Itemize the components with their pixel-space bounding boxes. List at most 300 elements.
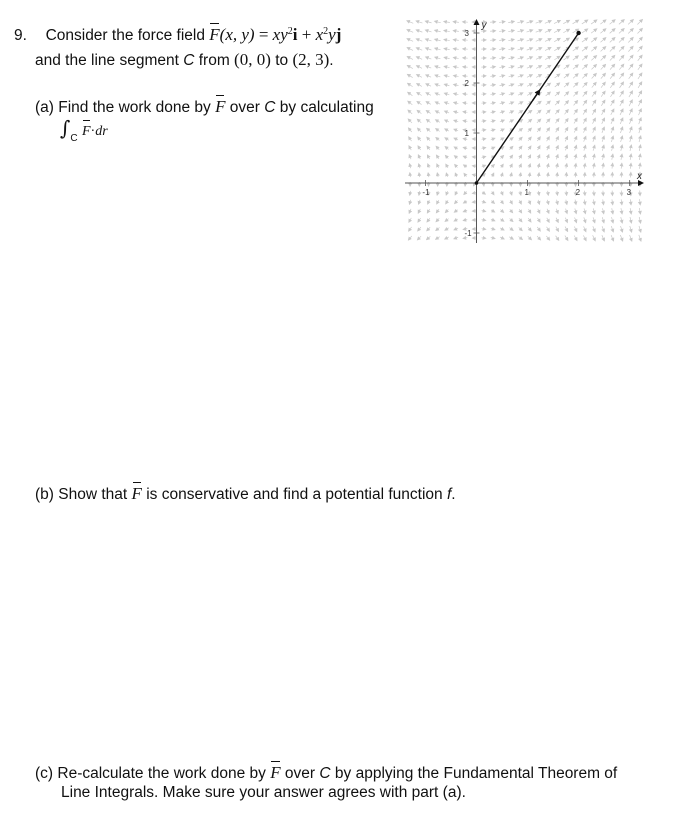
- field-arrow: [628, 29, 633, 34]
- field-arrow: [529, 200, 530, 204]
- field-arrow: [490, 85, 495, 86]
- field-arrow: [407, 48, 413, 51]
- field-arrow: [620, 91, 624, 97]
- field-arrow: [527, 30, 533, 32]
- field-arrow: [435, 75, 440, 77]
- field-arrow: [491, 138, 495, 139]
- field-arrow: [454, 210, 457, 212]
- field-arrow: [602, 235, 604, 241]
- field-arrow: [501, 156, 504, 159]
- field-arrow: [519, 218, 522, 221]
- field-arrow: [556, 128, 559, 133]
- field-arrow: [592, 100, 596, 105]
- field-arrow: [573, 65, 578, 69]
- field-arrow: [408, 101, 412, 105]
- field-arrow: [510, 219, 513, 222]
- field-arrow: [518, 48, 524, 50]
- vector-field-plot: [405, 18, 645, 243]
- field-arrow: [545, 47, 551, 50]
- field-arrow: [563, 20, 569, 23]
- field-arrow: [500, 93, 505, 94]
- field-arrow: [639, 235, 641, 241]
- field-arrow: [500, 138, 504, 140]
- field-arrow: [610, 64, 615, 69]
- field-arrow: [518, 111, 522, 114]
- field-arrow: [582, 56, 587, 60]
- field-arrow: [546, 101, 550, 105]
- field-arrow: [621, 217, 623, 223]
- field-arrow: [463, 121, 467, 122]
- field-arrow: [619, 29, 624, 34]
- field-arrow: [416, 21, 422, 23]
- field-arrow: [592, 91, 596, 96]
- field-arrow: [455, 164, 458, 167]
- field-arrow: [444, 57, 449, 58]
- segment-end-point: [576, 31, 580, 35]
- field-arrow: [547, 227, 550, 231]
- field-arrow: [557, 191, 558, 195]
- field-arrow: [582, 65, 587, 70]
- field-arrow: [612, 217, 614, 223]
- field-arrow: [455, 191, 457, 195]
- field-arrow: [416, 57, 422, 60]
- field-arrow: [436, 120, 440, 123]
- field-arrow: [556, 137, 559, 142]
- field-arrow: [591, 29, 597, 33]
- field-arrow: [463, 103, 467, 104]
- field-arrow: [547, 164, 548, 168]
- field-arrow: [602, 217, 604, 223]
- field-arrow: [499, 75, 504, 76]
- dot-operator: ·: [90, 124, 96, 139]
- field-arrow: [501, 191, 503, 195]
- field-arrow: [556, 227, 559, 232]
- field-arrow: [573, 83, 578, 88]
- field-arrow: [464, 165, 467, 167]
- field-arrow: [492, 191, 494, 194]
- part-a-suffix: by calculating: [279, 99, 374, 116]
- field-arrow: [444, 75, 449, 76]
- field-arrow: [592, 118, 595, 123]
- field-arrow: [574, 119, 577, 124]
- field-arrow: [565, 137, 567, 142]
- field-arrow: [501, 164, 503, 167]
- field-arrow: [518, 237, 522, 240]
- field-arrow: [419, 191, 420, 195]
- field-arrow: [418, 209, 420, 213]
- field-arrow: [610, 20, 615, 24]
- field-arrow: [427, 227, 430, 230]
- field-arrow: [491, 210, 495, 212]
- field-arrow: [519, 146, 522, 149]
- field-arrow: [436, 228, 440, 231]
- field-arrow: [537, 110, 541, 114]
- field-arrow: [435, 93, 440, 95]
- part-a-text: Find the work done by: [58, 99, 211, 116]
- field-arrow: [583, 118, 586, 123]
- field-arrow: [610, 47, 615, 52]
- field-arrow: [564, 56, 569, 60]
- field-arrow: [446, 200, 448, 203]
- field-arrow: [517, 21, 523, 23]
- field-arrow: [573, 92, 577, 97]
- field-arrow: [630, 199, 631, 204]
- field-arrow: [511, 191, 512, 195]
- field-arrow: [611, 136, 613, 142]
- field-arrow: [407, 21, 413, 24]
- field-arrow: [427, 155, 429, 159]
- field-arrow: [436, 209, 439, 212]
- part-b-text: Show that: [58, 486, 128, 503]
- field-arrow: [574, 226, 576, 231]
- field-arrow: [611, 109, 614, 115]
- field-arrow: [416, 48, 422, 50]
- field-arrow: [582, 38, 588, 42]
- field-arrow: [463, 219, 467, 220]
- field-arrow: [437, 200, 439, 204]
- field-arrow: [418, 218, 421, 222]
- field-arrow: [417, 119, 421, 122]
- field-arrow: [510, 200, 512, 204]
- field-arrow: [509, 228, 513, 231]
- field-arrow: [538, 209, 540, 213]
- field-arrow: [545, 30, 551, 33]
- field-arrow: [445, 237, 449, 239]
- field-arrow: [603, 163, 604, 168]
- field-arrow: [528, 227, 531, 231]
- field-arrow: [518, 102, 523, 104]
- field-arrow: [611, 118, 614, 124]
- field-arrow: [500, 228, 504, 230]
- field-arrow: [600, 38, 605, 43]
- field-arrow: [409, 218, 411, 222]
- field-arrow: [419, 200, 420, 204]
- line-integral-expression: [60, 118, 108, 149]
- field-arrow: [426, 57, 432, 59]
- field-arrow: [509, 237, 513, 239]
- field-arrow: [630, 208, 631, 214]
- field-arrow: [454, 111, 458, 112]
- field-arrow: [575, 155, 576, 160]
- field-arrow: [547, 137, 550, 141]
- field-arrow: [417, 110, 421, 113]
- field-arrow: [445, 138, 449, 140]
- field-arrow: [426, 93, 431, 96]
- field-arrow: [548, 191, 549, 195]
- field-arrow: [582, 29, 588, 33]
- field-arrow: [537, 119, 541, 123]
- field-arrow: [455, 201, 458, 204]
- field-arrow: [564, 65, 569, 69]
- field-arrow: [547, 146, 549, 150]
- field-arrow: [584, 208, 585, 213]
- part-a-over: over: [229, 99, 260, 116]
- field-arrow: [619, 46, 624, 51]
- field-arrow: [610, 38, 615, 43]
- field-arrow: [536, 75, 541, 78]
- field-arrow: [520, 191, 521, 195]
- field-arrow: [509, 102, 514, 104]
- field-arrow: [575, 200, 576, 205]
- field-arrow: [564, 74, 569, 78]
- field-arrow: [482, 148, 486, 149]
- problem-number: 9.: [14, 27, 27, 44]
- field-arrow: [511, 173, 512, 177]
- field-arrow: [593, 235, 596, 240]
- part-c-prompt-line1: [35, 763, 617, 784]
- field-arrow: [527, 84, 532, 87]
- field-arrow: [499, 40, 505, 41]
- field-arrow: [629, 91, 633, 97]
- field-arrow: [435, 30, 441, 31]
- field-arrow: [612, 163, 613, 168]
- field-arrow: [500, 84, 505, 85]
- field-arrow: [445, 147, 448, 150]
- field-arrow: [417, 75, 422, 78]
- field-arrow: [575, 164, 576, 169]
- field-arrow: [564, 92, 568, 96]
- field-arrow: [418, 137, 421, 141]
- field-arrow: [555, 119, 558, 123]
- field-arrow: [509, 111, 513, 113]
- field-arrow: [638, 37, 643, 42]
- field-arrow: [435, 21, 441, 22]
- field-arrow: [565, 110, 569, 115]
- field-arrow: [584, 226, 586, 231]
- field-arrow: [510, 155, 513, 158]
- field-arrow: [408, 74, 413, 77]
- field-arrow: [519, 227, 522, 230]
- field-arrow: [573, 74, 578, 78]
- field-arrow: [566, 191, 567, 195]
- field-arrow: [539, 173, 540, 177]
- field-arrow: [446, 191, 447, 195]
- field-arrow: [593, 226, 595, 231]
- field-arrow: [639, 208, 640, 214]
- field-arrow: [510, 164, 512, 168]
- field-arrow: [583, 235, 586, 240]
- field-arrow: [611, 127, 613, 133]
- field-arrow: [418, 146, 420, 150]
- from-word: from: [198, 52, 230, 69]
- field-arrow: [464, 201, 467, 203]
- field-arrow: [639, 154, 640, 160]
- x-axis-label: x: [637, 171, 642, 182]
- field-arrow: [446, 164, 448, 168]
- field-arrow: [630, 136, 632, 142]
- field-arrow: [628, 20, 633, 25]
- field-arrow: [437, 164, 439, 168]
- field-arrow: [640, 199, 641, 205]
- field-arrow: [482, 229, 486, 230]
- field-arrow: [491, 228, 495, 229]
- field-arrow: [509, 66, 514, 68]
- field-arrow: [584, 164, 585, 169]
- field-arrow: [482, 238, 486, 239]
- field-arrow: [454, 67, 459, 68]
- field-arrow: [566, 200, 567, 205]
- field-arrow: [490, 76, 495, 77]
- field-arrow: [508, 48, 514, 49]
- field-arrow: [582, 47, 587, 51]
- field-arrow: [517, 39, 523, 41]
- field-arrow: [500, 219, 504, 221]
- field-arrow: [437, 191, 438, 195]
- field-arrow: [490, 49, 495, 50]
- field-arrow: [592, 82, 596, 87]
- field-arrow: [508, 57, 513, 58]
- field-arrow: [408, 83, 413, 86]
- field-arrow: [428, 164, 429, 168]
- field-arrow: [603, 154, 604, 159]
- field-arrow: [454, 76, 459, 77]
- field-arrow: [427, 209, 429, 213]
- field-arrow: [407, 57, 413, 60]
- field-arrow: [536, 66, 541, 69]
- field-arrow: [536, 21, 542, 23]
- field-arrow: [501, 200, 503, 203]
- field-arrow: [583, 83, 587, 88]
- field-arrow: [538, 200, 539, 204]
- field-arrow: [500, 237, 504, 239]
- field-arrow: [509, 138, 513, 141]
- field-arrow: [612, 199, 613, 204]
- field-arrow: [566, 164, 567, 169]
- field-arrow: [603, 208, 604, 213]
- field-arrow: [418, 155, 420, 159]
- field-arrow: [538, 164, 539, 168]
- field-arrow: [445, 111, 449, 113]
- field-arrow: [639, 109, 642, 115]
- field-arrow: [564, 83, 569, 87]
- field-arrow: [454, 93, 459, 94]
- field-arrow: [621, 154, 622, 160]
- field-arrow: [428, 173, 429, 177]
- field-arrow: [602, 118, 605, 124]
- part-c-prompt-line2: Line Integrals. Make sure your answer agrees with part (a).: [61, 784, 466, 801]
- field-arrow: [508, 30, 514, 31]
- field-arrows: [407, 20, 642, 242]
- integral-subscript: C: [70, 133, 78, 144]
- field-arrow: [427, 218, 430, 222]
- field-arrow: [482, 130, 486, 131]
- field-arrow: [528, 146, 531, 150]
- field-arrow: [546, 92, 551, 96]
- field-arrow: [630, 163, 631, 168]
- field-arrow: [509, 75, 514, 77]
- field-arrow: [500, 102, 505, 103]
- field-i-coef: xy: [272, 25, 288, 44]
- field-arrow: [425, 30, 431, 32]
- to-word: to: [275, 52, 289, 69]
- field-arrow: [416, 30, 422, 32]
- field-arrow: [445, 120, 449, 122]
- field-arrow: [426, 39, 432, 41]
- field-arrow: [554, 38, 560, 41]
- field-arrow: [591, 47, 596, 52]
- field-arrow: [436, 155, 438, 159]
- field-arrow: [621, 163, 622, 168]
- field-arrow: [464, 192, 467, 195]
- field-arrow: [482, 211, 486, 212]
- field-arrow: [446, 173, 447, 177]
- field-arrow: [573, 20, 579, 24]
- field-arrow: [584, 145, 586, 150]
- field-arrow: [584, 136, 586, 141]
- field-arrow: [565, 236, 568, 241]
- to-point: (2, 3): [292, 50, 330, 69]
- field-arrow: [546, 128, 549, 132]
- differential-dr: dr: [95, 124, 108, 139]
- problem-statement-line2: [35, 50, 334, 71]
- field-arrow: [637, 20, 642, 25]
- field-arrow: [435, 39, 441, 41]
- field-arrow: [591, 20, 597, 24]
- field-arrow: [591, 38, 596, 42]
- field-symbol: F: [209, 25, 220, 44]
- field-arrow: [482, 139, 486, 140]
- field-arrow: [426, 111, 430, 114]
- from-point: (0, 0): [234, 50, 271, 69]
- field-arrow: [491, 201, 494, 204]
- field-j-coef-x: x: [315, 25, 324, 44]
- field-arrow: [584, 154, 585, 159]
- field-arrow: [427, 128, 431, 131]
- field-arrow: [426, 119, 430, 122]
- field-arrow: [629, 109, 632, 115]
- field-arrow: [563, 29, 569, 32]
- field-arrow: [500, 111, 504, 113]
- field-arrow: [583, 100, 587, 105]
- x-tick-label: 1: [524, 188, 530, 197]
- problem-statement-line1: [14, 22, 341, 46]
- field-arrow: [538, 146, 540, 150]
- field-arrow: [619, 64, 623, 69]
- field-arrow: [556, 155, 558, 160]
- field-arrow: [574, 110, 578, 115]
- field-arrow: [610, 91, 614, 97]
- field-arrow: [639, 226, 641, 232]
- field-arrow: [593, 127, 595, 132]
- field-arrow: [425, 21, 431, 23]
- field-arrow: [593, 154, 594, 159]
- y-tick-label: 2: [464, 79, 469, 88]
- field-arrow: [554, 29, 560, 32]
- field-arrow: [427, 146, 430, 150]
- field-arrow: [527, 48, 533, 50]
- field-arrow: [417, 66, 422, 69]
- field-plus: +: [301, 25, 312, 44]
- field-arrow: [565, 227, 568, 232]
- field-arrow: [601, 64, 606, 69]
- field-arrow: [537, 227, 540, 231]
- field-arrow: [444, 48, 450, 49]
- field-arrow: [602, 145, 604, 150]
- field-arrow: [592, 74, 597, 79]
- field-arrow: [482, 192, 485, 194]
- field-arrow: [554, 56, 560, 59]
- field-arrow: [490, 22, 495, 23]
- field-arrow: [454, 85, 459, 86]
- field-arrow: [436, 218, 439, 221]
- field-j-coef-y: y: [328, 25, 336, 44]
- field-equals: =: [258, 25, 269, 44]
- field-arrow: [499, 57, 504, 58]
- field-arrow: [621, 136, 623, 142]
- field-arrow: [417, 92, 422, 95]
- field-arrow: [638, 82, 642, 88]
- field-arrow: [601, 100, 605, 105]
